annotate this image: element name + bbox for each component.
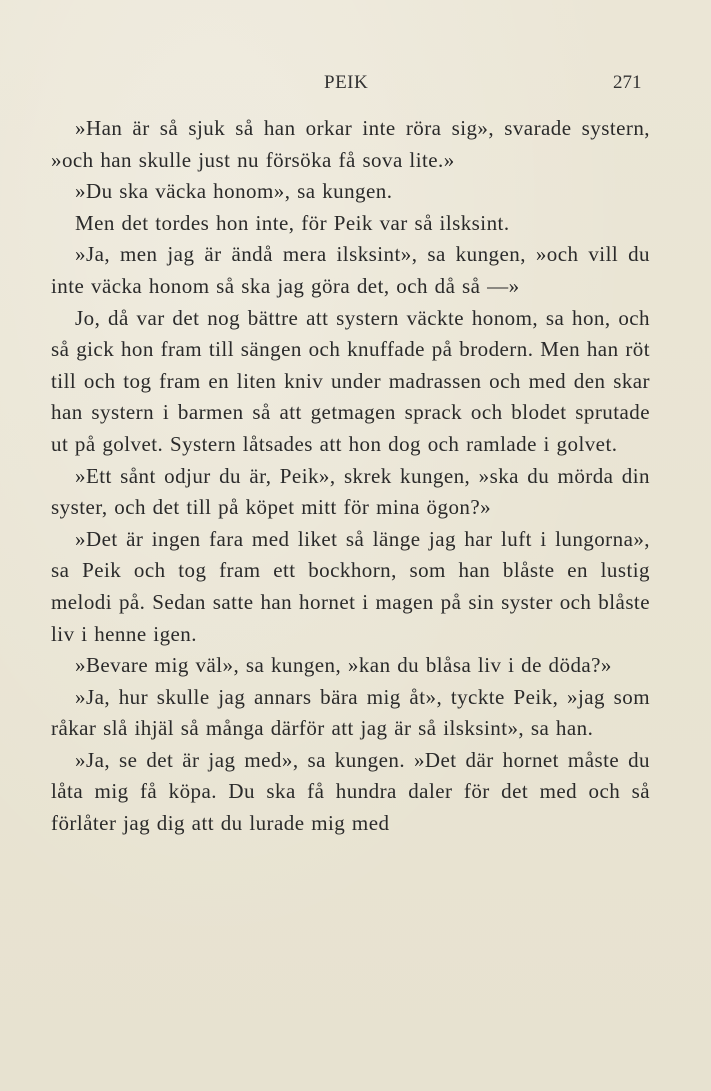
paragraph: Men det tordes hon inte, för Peik var så ilsksint. [75, 210, 510, 235]
running-head: PEIK [324, 72, 369, 93]
body-text [51, 113, 650, 840]
page-header [0, 72, 711, 96]
paragraph: »Ett sånt odjur du är, Peik», skrek kungen, »ska du mörda din syster, och det till på köpet mitt för mina ögon?» [51, 463, 650, 520]
paragraph: »Ja, hur skulle jag annars bära mig åt», tyckte Peik, »jag som råkar slå ihjäl så många därför att jag är så ilsksint», sa han. [51, 684, 650, 741]
page-number: 271 [613, 72, 642, 93]
paragraph: Jo, då var det nog bättre att systern väckte honom, sa hon, och så gick hon fram till sängen och knuffade på brodern. Men han röt till och tog fram en liten kniv under madrassen och med den skar han systern i barmen så att getmagen sprack och blodet sprutade ut på golvet. Systern låtsades att hon dog och ramlade i golvet. [51, 305, 650, 456]
paragraph: »Han är så sjuk så han orkar inte röra sig», svarade systern, »och han skulle just nu försöka få sova lite.» [51, 116, 650, 172]
paragraph: »Du ska väcka honom», sa kungen. [75, 179, 393, 204]
paragraph: »Bevare mig väl», sa kungen, »kan du blåsa liv i de döda?» [75, 653, 612, 678]
paragraph: »Ja, se det är jag med», sa kungen. »Det där hornet måste du låta mig få köpa. Du ska få hundra daler för det med och så förlåter jag dig att du lurade mig med [51, 747, 650, 836]
paragraph: »Det är ingen fara med liket så länge jag har luft i lungorna», sa Peik och tog fram ett bockhorn, som han blåste en lustig melodi på. Sedan satte han hornet i magen på sin syster och blåste liv i henne igen. [51, 526, 650, 646]
paragraph: »Ja, men jag är ändå mera ilsksint», sa kungen, »och vill du inte väcka honom så ska jag göra det, och då så —» [51, 242, 650, 298]
